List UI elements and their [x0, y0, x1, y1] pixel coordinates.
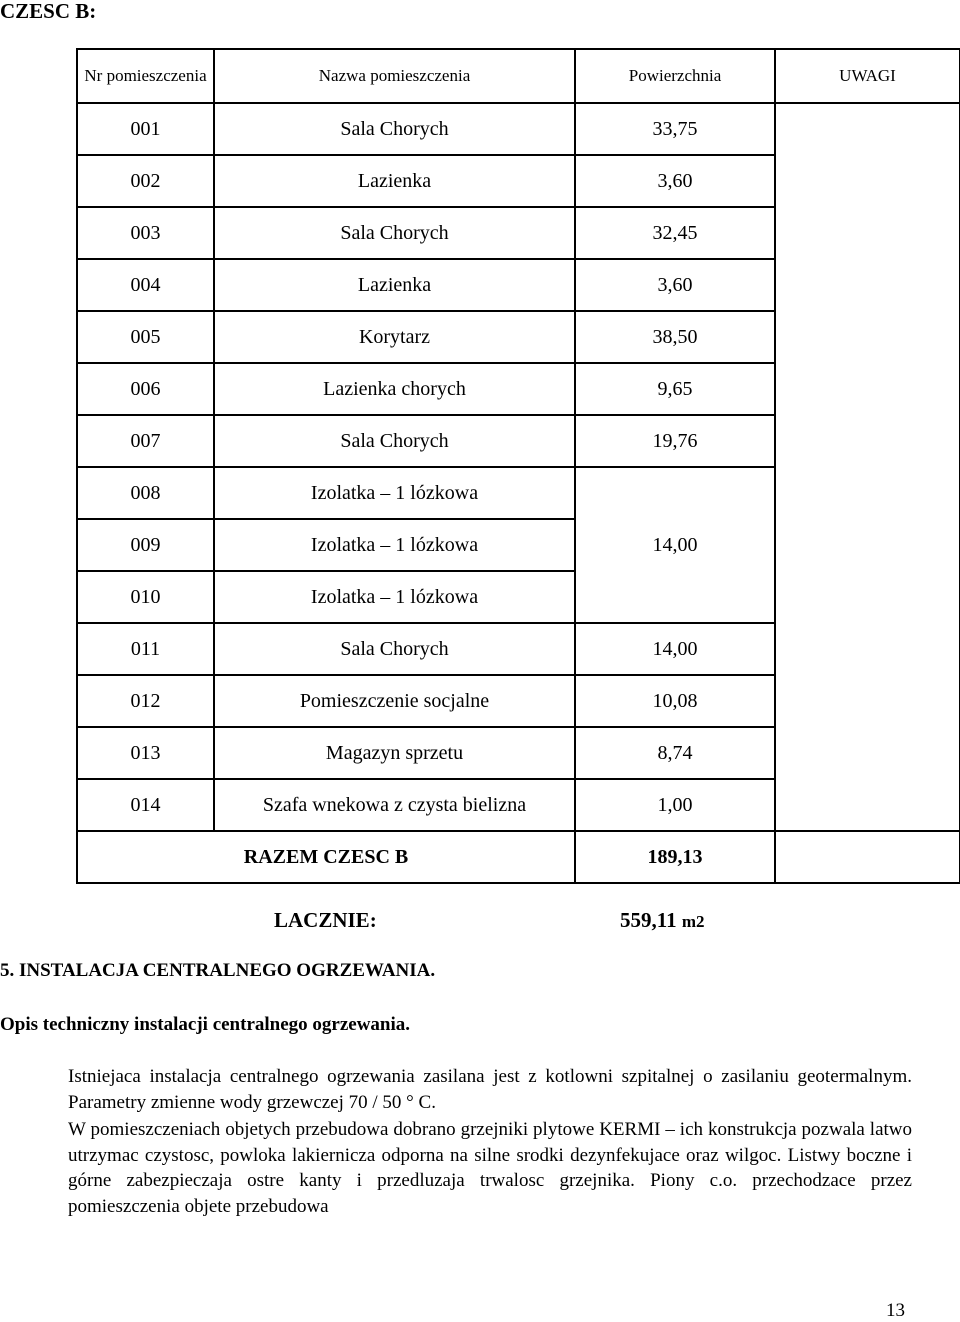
cell-name: Sala Chorych [214, 623, 575, 675]
cell-nr: 011 [77, 623, 214, 675]
cell-name: Magazyn sprzetu [214, 727, 575, 779]
cell-nr: 004 [77, 259, 214, 311]
cell-nr: 001 [77, 103, 214, 155]
cell-name: Szafa wnekowa z czysta bielizna [214, 779, 575, 831]
overall-total-value [620, 908, 705, 933]
cell-nr: 010 [77, 571, 214, 623]
header-area: Powierzchnia [575, 49, 775, 103]
cell-nr: 007 [77, 415, 214, 467]
cell-nr: 002 [77, 155, 214, 207]
section-title: CZESC B: [0, 0, 97, 23]
cell-name: Izolatka – 1 lózkowa [214, 571, 575, 623]
header-nr: Nr pomieszczenia [77, 49, 214, 103]
cell-area-merged: 14,00 [575, 467, 775, 623]
cell-nr: 003 [77, 207, 214, 259]
cell-nr: 014 [77, 779, 214, 831]
overall-total-number: 559,11 [620, 908, 677, 932]
table-header-row [77, 49, 960, 103]
subsection-heading: Opis techniczny instalacji centralnego ogrzewania. [0, 1014, 411, 1035]
cell-nr: 009 [77, 519, 214, 571]
table-total-row [77, 831, 960, 883]
paragraph: Istniejaca instalacja centralnego ogrzewania zasilana jest z kotlowni szpitalnej o zasilaniu geotermalnym. Parametry zmienne wody grzewczej 70 / 50 ° C. [68, 1066, 912, 1113]
cell-name: Sala Chorych [214, 415, 575, 467]
header-notes: UWAGI [775, 49, 960, 103]
notes-column [775, 103, 960, 831]
cell-area: 3,60 [575, 259, 775, 311]
overall-total-unit: m2 [681, 912, 705, 931]
cell-name: Sala Chorych [214, 207, 575, 259]
cell-area: 1,00 [575, 779, 775, 831]
cell-area: 32,45 [575, 207, 775, 259]
cell-nr: 006 [77, 363, 214, 415]
cell-nr: 012 [77, 675, 214, 727]
cell-area: 33,75 [575, 103, 775, 155]
cell-nr: 005 [77, 311, 214, 363]
total-value: 189,13 [575, 831, 775, 883]
cell-name: Izolatka – 1 lózkowa [214, 467, 575, 519]
cell-area: 9,65 [575, 363, 775, 415]
rooms-table [76, 48, 960, 884]
total-notes [775, 831, 960, 883]
section-heading: 5. INSTALACJA CENTRALNEGO OGRZEWANIA. [0, 960, 436, 981]
cell-name: Sala Chorych [214, 103, 575, 155]
cell-name: Izolatka – 1 lózkowa [214, 519, 575, 571]
header-name: Nazwa pomieszczenia [214, 49, 575, 103]
page-number: 13 [886, 1300, 905, 1321]
cell-nr: 008 [77, 467, 214, 519]
table-row [77, 103, 960, 155]
cell-nr: 013 [77, 727, 214, 779]
cell-area: 10,08 [575, 675, 775, 727]
cell-area: 8,74 [575, 727, 775, 779]
cell-name: Pomieszczenie socjalne [214, 675, 575, 727]
cell-area: 19,76 [575, 415, 775, 467]
overall-total-label: LACZNIE: [274, 908, 377, 932]
cell-area: 3,60 [575, 155, 775, 207]
total-label: RAZEM CZESC B [77, 831, 575, 883]
cell-name: Lazienka [214, 155, 575, 207]
cell-name: Lazienka chorych [214, 363, 575, 415]
cell-area: 38,50 [575, 311, 775, 363]
cell-area: 14,00 [575, 623, 775, 675]
paragraph: W pomieszczeniach objetych przebudowa dobrano grzejniki plytowe KERMI – ich konstrukcja pozwala latwo utrzymac czystosc, powloka lakiernicza odporna na silne srodki dezynfekujace oraz wilgoc. Listwy boczne i górne zabezpieczaja ostre kanty i przedluzaja trwalosc grzejnika. Piony c.o. przechodzace przez pomieszczenia objete przebudowa [68, 1119, 912, 1217]
cell-name: Lazienka [214, 259, 575, 311]
cell-name: Korytarz [214, 311, 575, 363]
